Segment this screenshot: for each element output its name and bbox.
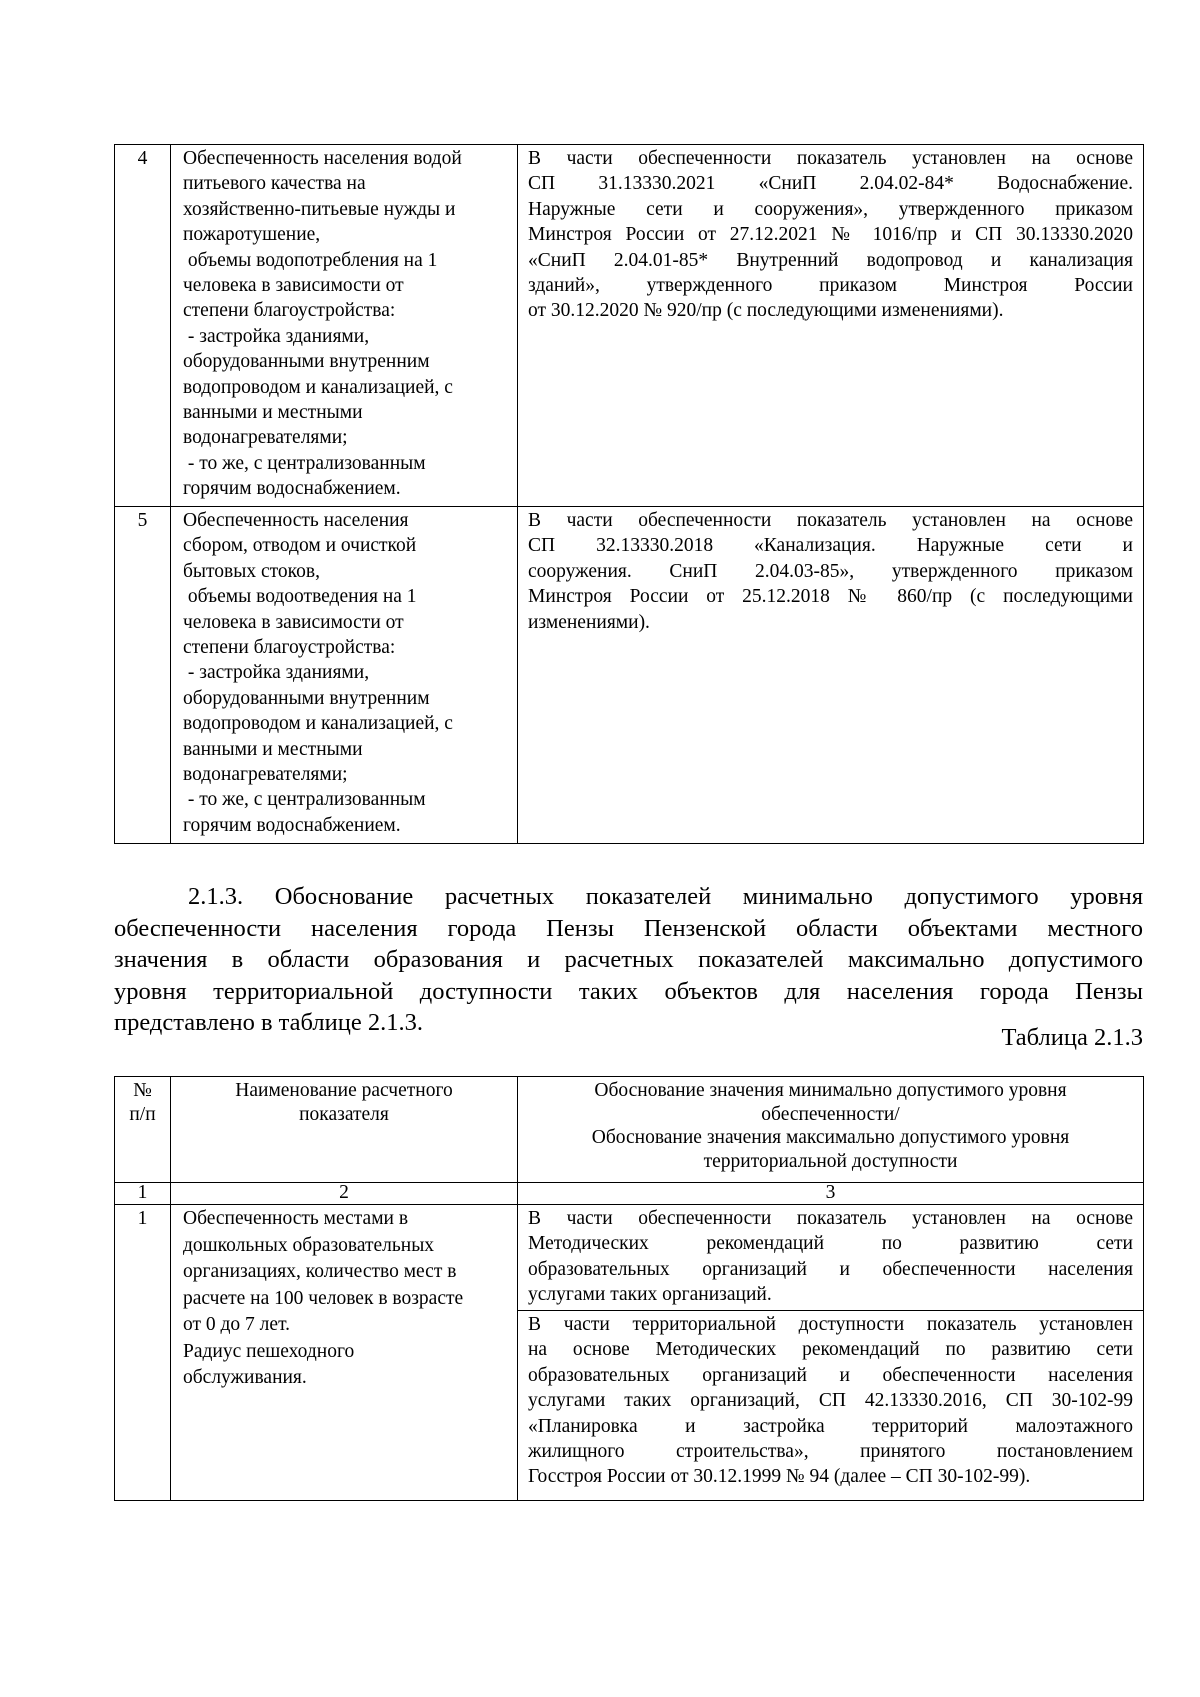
table-row <box>115 1205 1144 1501</box>
standards-table-continued <box>114 144 1144 844</box>
row-number: 4 <box>115 145 171 507</box>
table-header-row <box>115 1077 1144 1183</box>
indicator-name: Обеспеченность местами в дошкольных образовательных организациях, количество мест в расчете на 100 человек в возрасте от 0 до 7 лет. Радиус пешеходного обслуживания. <box>171 1205 518 1501</box>
row-number: 5 <box>115 507 171 844</box>
column-number-row <box>115 1183 1144 1205</box>
table-row <box>115 145 1144 507</box>
column-number: 1 <box>115 1183 171 1205</box>
section-paragraph: 2.1.3. Обоснование расчетных показателей минимально допустимого уровня обеспеченности населения города Пензы Пензенской области объектами местного значения в области образования и расчетных показателей максимально допустимого уровня территориальной доступности таких объектов для населения города Пензы представлено в таблице 2.1.3. <box>114 883 1143 1036</box>
indicator-justification: В части обеспеченности показатель установлен на основе СП 31.13330.2021 «СниП 2.04.02-84* Водоснабжение. Наружные сети и сооружения», утвержденного приказом Минстроя России от 27.12.2021 № 1016/пр и СП 30.13330.2020 «СниП 2.04.01-85* Внутренний водопровод и канализация зданий», утвержденного приказом Минстроя России от 30.12.2020 № 920/пр (с последующими изменениями). <box>518 145 1144 507</box>
indicator-name: Обеспеченность населения водой питьевого качества на хозяйственно-питьевые нужды и пожаротушение, объемы водопотребления на 1 человека в зависимости от степени благоустройства: - застройка зданиями, оборудованными внутренним водопроводом и канализацией, с ванными и местными водонагревателями; - то же, с централизованным горячим водоснабжением. <box>171 145 518 507</box>
accessibility-justification: В части территориальной доступности показатель установлен на основе Методических рекомендаций по развитию сети образовательных организаций и обеспеченности населения услугами таких организаций, СП 42.13330.2016, СП 30-102-99 «Планировка и застройка территорий малоэтажного жилищного строительства», принятого постановлением Госстроя России от 30.12.1999 № 94 (далее – СП 30-102-99). <box>518 1310 1143 1490</box>
table-row <box>115 507 1144 844</box>
header-number: № п/п <box>115 1077 171 1183</box>
header-indicator-name: Наименование расчетного показателя <box>171 1077 518 1183</box>
justification-cell <box>518 1205 1144 1501</box>
row-number: 1 <box>115 1205 171 1501</box>
indicator-name: Обеспеченность населения сбором, отводом и очисткой бытовых стоков, объемы водоотведения на 1 человека в зависимости от степени благоустройства: - застройка зданиями, оборудованными внутренним водопроводом и канализацией, с ванными и местными водонагревателями; - то же, с централизованным горячим водоснабжением. <box>171 507 518 844</box>
provision-justification: В части обеспеченности показатель установлен на основе Методических рекомендаций по развитию сети образовательных организаций и обеспеченности населения услугами таких организаций. <box>528 1208 1133 1306</box>
column-number: 2 <box>171 1183 518 1205</box>
header-justification: Обоснование значения минимально допустимого уровня обеспеченности/ Обоснование значения максимально допустимого уровня территориальной доступности <box>518 1077 1144 1183</box>
column-number: 3 <box>518 1183 1144 1205</box>
table-2-1-3 <box>114 1076 1144 1501</box>
indicator-justification: В части обеспеченности показатель установлен на основе СП 32.13330.2018 «Канализация. Наружные сети и сооружения. СниП 2.04.03-85», утвержденного приказом Минстроя России от 25.12.2018 № 860/пр (с последующими изменениями). <box>518 507 1144 844</box>
table-caption: Таблица 2.1.3 <box>1001 1024 1143 1051</box>
